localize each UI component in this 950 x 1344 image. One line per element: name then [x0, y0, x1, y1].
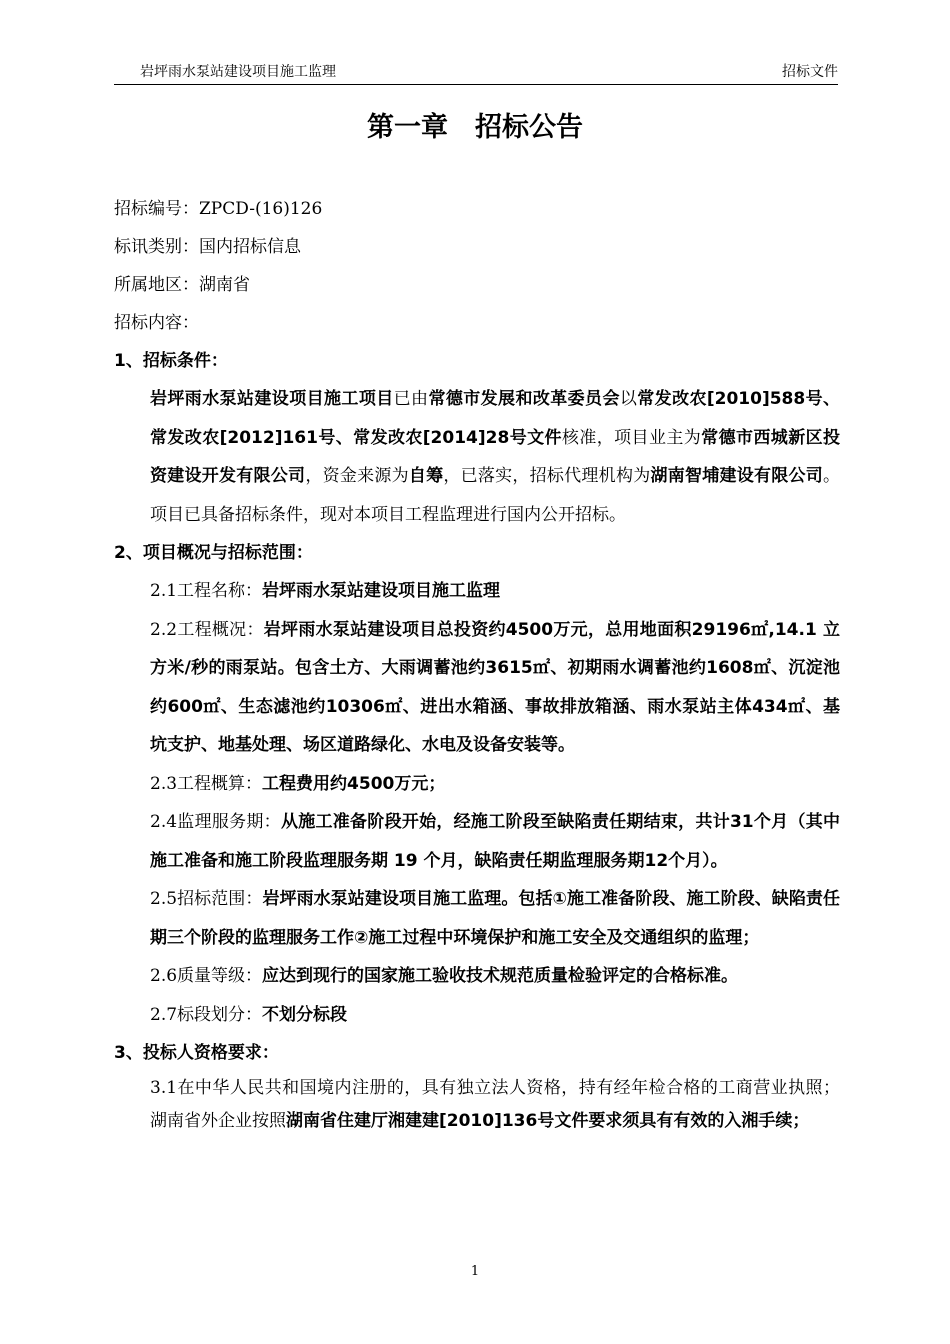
text-segment: ，资金来源为: [305, 466, 409, 486]
item-label: 2.5招标范围：: [150, 889, 263, 909]
item-label: 2.6质量等级：: [150, 966, 263, 986]
bid-number: 招标编号：ZPCD-(16)126: [114, 199, 323, 219]
item-label: 2.7标段划分：: [150, 1004, 263, 1025]
project-name: 岩坪雨水泵站建设项目施工项目: [150, 389, 394, 409]
approval-authority: 常德市发展和改革委员会: [428, 389, 620, 409]
item-2-1: [114, 572, 840, 611]
text-segment: 以: [619, 389, 638, 409]
page-header: [114, 62, 838, 85]
header-doc-type: 招标文件: [782, 64, 838, 80]
item-3-1: [114, 1072, 840, 1138]
item-value: 不划分标段: [262, 1004, 348, 1025]
text-segment: 核准，项目业主为: [561, 427, 702, 448]
item-value: 工程费用约4500万元；: [262, 773, 446, 794]
item-2-4: [114, 803, 840, 880]
item-label: 2.2工程概况：: [150, 619, 264, 640]
section-1-heading: 1、招标条件：: [114, 351, 228, 371]
text-segment: ，已落实，招标代理机构为: [443, 466, 651, 486]
section-3-heading: 3、投标人资格要求：: [114, 1043, 279, 1063]
project-owner: 常德市西城新区投资建设开发有限公司: [150, 427, 841, 486]
text-segment: 。项目已具备招标条件，现对本项目工程监理进行国内公开招标。: [150, 466, 841, 525]
item-value: 岩坪雨水泵站建设项目施工监理: [262, 581, 501, 601]
item-2-3: [114, 765, 840, 804]
chapter-title: 第一章 招标公告: [367, 112, 583, 143]
item-text: 3.1在中华人民共和国境内注册的，具有独立法人资格，持有经年检合格的工商营业执照；湖南省外企业按照: [150, 1078, 840, 1131]
tender-agent: 湖南智埔建设有限公司: [650, 466, 824, 486]
item-2-2: [114, 611, 840, 765]
item-label: 2.4监理服务期：: [150, 812, 281, 832]
document-body: [114, 190, 840, 1138]
header-project-name: 岩坪雨水泵站建设项目施工监理: [140, 64, 336, 80]
item-2-5: [114, 880, 840, 957]
item-bold-text: 湖南省住建厅湘建建[2010]136号文件要求须具有有效的入湘手续；: [286, 1111, 810, 1131]
page-number: 1: [470, 1264, 480, 1279]
item-2-7: [114, 996, 840, 1035]
bid-category: 标讯类别：国内招标信息: [114, 237, 301, 257]
item-value: 从施工准备阶段开始，经施工阶段至缺陷责任期结束，共计31个月（其中施工准备和施工阶段监理服务期 19 个月，缺陷责任期监理服务期12个月）。: [150, 812, 840, 871]
bid-region: 所属地区：湖南省: [114, 275, 250, 295]
text-segment: 已由: [393, 389, 429, 409]
item-label: 2.1工程名称：: [150, 581, 263, 601]
item-value: 岩坪雨水泵站建设项目总投资约4500万元，总用地面积29196㎡,14.1 立方米/秒的雨泵站。包含土方、大雨调蓄池约3615㎡、初期雨水调蓄池约1608㎡、沉淀池约600㎡、生态滤池约10306㎡、进出水箱涵、事故排放箱涵、雨水泵站主体434㎡、基坑支护、地基处理、场区道路绿化、水电及设备安装等。: [150, 619, 840, 755]
bid-content-label: 招标内容：: [114, 313, 199, 333]
item-value: 应达到现行的国家施工验收技术规范质量检验评定的合格标准。: [262, 966, 739, 986]
section-2-heading: 2、项目概况与招标范围：: [114, 543, 313, 563]
item-label: 2.3工程概算：: [150, 773, 263, 794]
item-2-6: [114, 957, 840, 996]
section-1-paragraph: [114, 380, 840, 534]
approval-documents: 常发改农[2010]588号、常发改农[2012]161号、常发改农[2014]28号文件: [150, 389, 841, 448]
item-value: 岩坪雨水泵站建设项目施工监理。包括①施工准备阶段、施工阶段、缺陷责任期三个阶段的监理服务工作②施工过程中环境保护和施工安全及交通组织的监理；: [150, 889, 840, 948]
funding-source: 自筹: [408, 466, 444, 486]
